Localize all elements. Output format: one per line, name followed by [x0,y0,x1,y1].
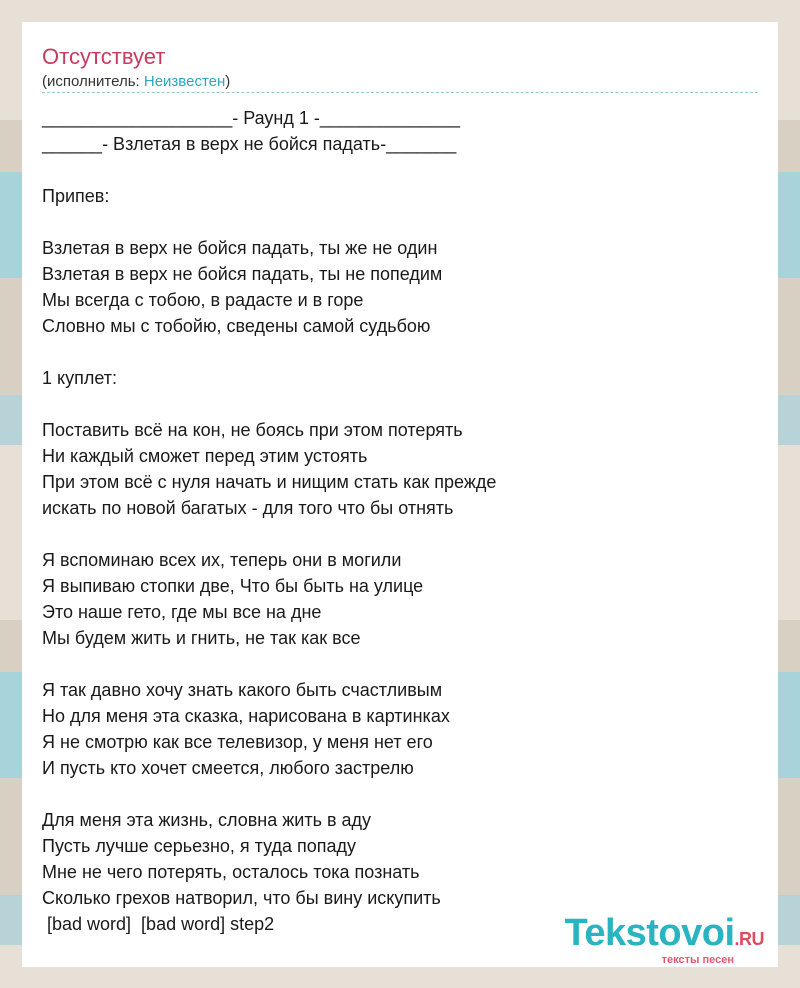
lyric-blank-line [42,651,762,677]
lyric-blank-line [42,339,762,365]
lyric-line: Но для меня эта сказка, нарисована в картинках [42,706,450,726]
lyric-line: 1 куплет: [42,368,117,388]
lyric-line: Для меня эта жизнь, словна жить в аду [42,810,372,830]
lyric-line: Мы всегда с тобою, в радасте и в горе [42,290,364,310]
logo-tagline: тексты песен [661,954,734,966]
artist-suffix: ) [225,73,231,90]
lyric-line: Я не смотрю как все телевизор, у меня нет его [42,732,433,752]
lyric-line: ___________________- Раунд 1 -______________ [42,108,461,128]
separator [42,92,758,93]
song-title: Отсутствует [42,44,166,69]
lyric-blank-line [42,157,762,183]
artist-prefix: (исполнитель: [42,73,144,90]
lyric-line: Я так давно хочу знать какого быть счастливым [42,680,443,700]
lyric-line: Припев: [42,186,110,206]
logo-wordmark [564,914,764,958]
lyric-line: Ни каждый сможет перед этим устоять [42,446,368,466]
lyric-line: искать по новой багатых - для того что бы отнять [42,498,454,518]
site-logo[interactable] [564,914,764,966]
lyric-line: Это наше гето, где мы все на дне [42,602,322,622]
lyric-line: Мы будем жить и гнить, не так как все [42,628,361,648]
lyric-line: Словно мы с тобойю, сведены самой судьбою [42,316,431,336]
lyric-blank-line [42,209,762,235]
logo-tld: .RU [734,929,764,949]
artist-link[interactable]: Неизвестен [143,73,226,90]
lyric-line: ______- Взлетая в верх не бойся падать-_______ [42,134,457,154]
lyric-line: [bad word] [bad word] step2 [42,914,275,934]
lyric-blank-line [42,521,762,547]
lyric-line: Пусть лучше серьезно, я туда попаду [42,836,357,856]
lyric-line: Я вспоминаю всех их, теперь они в могили [42,550,402,570]
lyric-line: При этом всё с нуля начать и нищим стать как прежде [42,472,497,492]
lyric-line: Мне не чего потерять, осталось тока познать [42,862,420,882]
artist-line [42,73,230,90]
lyric-line: Взлетая в верх не бойся падать, ты же не один [42,238,438,258]
lyric-blank-line [42,391,762,417]
lyric-line: И пусть кто хочет смеется, любого застрелю [42,758,414,778]
lyric-line: Поставить всё на кон, не боясь при этом потерять [42,420,463,440]
lyric-line: Я выпиваю стопки две, Что бы быть на улице [42,576,424,596]
lyric-line: Взлетая в верх не бойся падать, ты не попедим [42,264,443,284]
lyrics-body [42,105,762,937]
lyric-blank-line [42,781,762,807]
lyrics-card [22,22,778,967]
logo-main-text: Tekstovoi [564,912,735,954]
lyric-line: Сколько грехов натворил, что бы вину искупить [42,888,441,908]
